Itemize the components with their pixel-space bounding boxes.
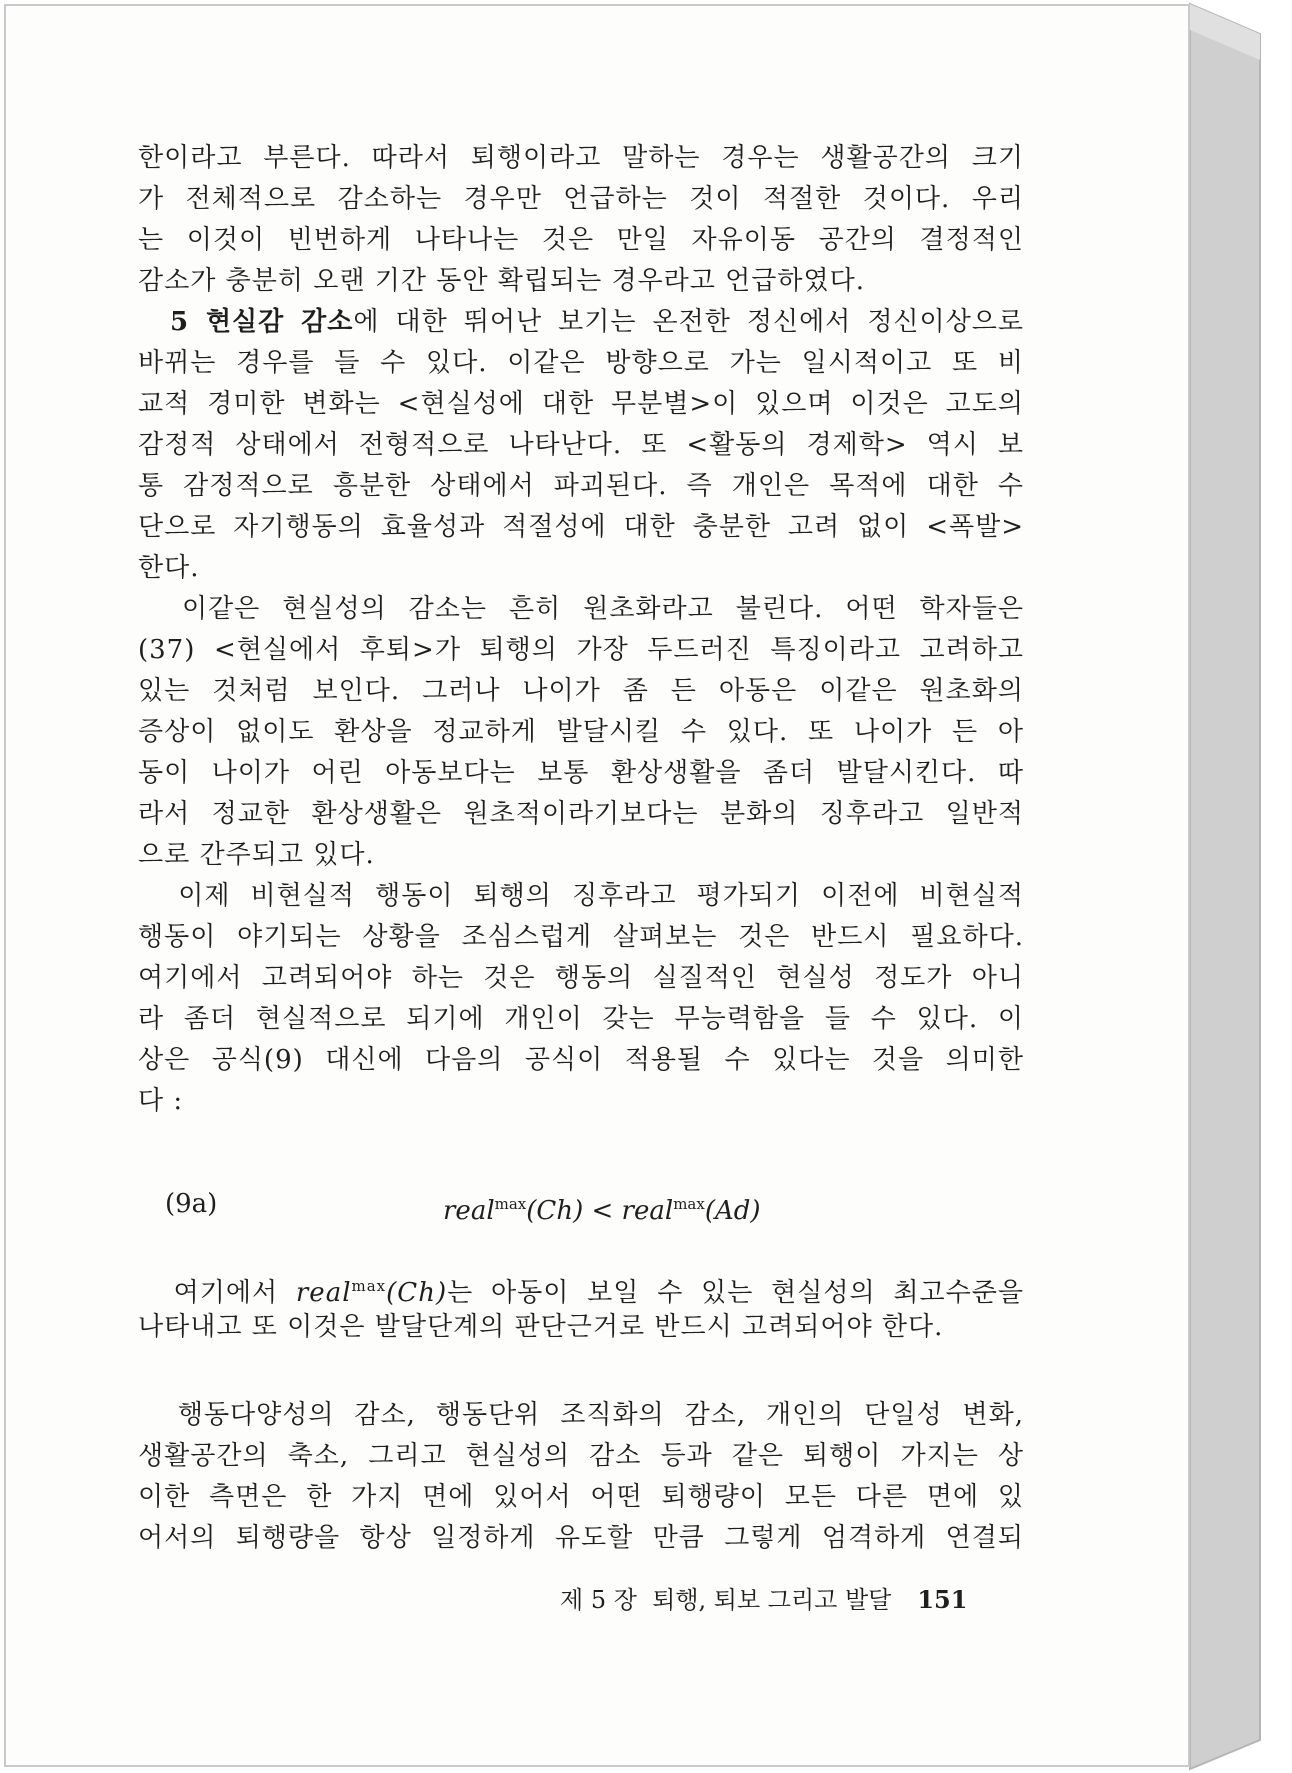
text-span: 이같은 현실성의 감소는 흔히 원초화라고 불린다. 어떤 학자들은: [181, 594, 1024, 624]
formula-right-base: real: [621, 1196, 674, 1226]
text-span: 는 아동이 보일 수 있는 현실성의 최고수준을: [447, 1278, 1024, 1307]
text-line: 한이라고 부른다. 따라서 퇴행이라고 말하는 경우는 생활공간의 크기: [138, 143, 1024, 173]
text-line: 행동이 야기되는 상황을 조심스럽게 살펴보는 것은 반드시 필요하다.: [138, 922, 1024, 952]
formula-9a: [165, 1182, 1025, 1226]
text-line: [138, 1395, 1024, 1436]
text-line: 이한 측면은 한 가지 면에 있어서 어떤 퇴행량이 모든 다른 면에 있: [138, 1482, 1024, 1512]
text-line: 는 이것이 빈번하게 나타나는 것은 만일 자유이동 공간의 결정적인: [138, 225, 1024, 255]
text-line: [138, 876, 1024, 917]
text-line: 한다.: [138, 553, 200, 583]
text-line: 상은 공식(9) 대신에 다음의 공식이 적용될 수 있다는 것을 의미한: [138, 1045, 1024, 1075]
text-line: 있는 것처럼 보인다. 그러나 나이가 좀 든 아동은 이같은 원초화의: [138, 676, 1024, 706]
formula-number: (9a): [165, 1189, 218, 1219]
inline-term: [296, 1278, 447, 1307]
text-line: 교적 경미한 변화는 <현실성에 대한 무분별>이 있으며 이것은 고도의: [138, 389, 1024, 419]
formula-left-base: real: [443, 1196, 495, 1226]
formula-operator: <: [583, 1196, 622, 1226]
text-span: 에 대한 뛰어난 보기는 온전한 정신에서 정신이상으로: [353, 307, 1024, 337]
page-footer: [560, 1580, 967, 1620]
text-line: 바뀌는 경우를 들 수 있다. 이같은 방향으로 가는 일시적이고 또 비: [138, 348, 1024, 378]
text-line: 감소가 충분히 오랜 기간 동안 확립되는 경우라고 언급하였다.: [138, 266, 866, 296]
text-line: 통 감정적으로 흥분한 상태에서 파괴된다. 즉 개인은 목적에 대한 수: [138, 471, 1024, 501]
text-line: 라 좀더 현실적으로 되기에 개인이 갖는 무능력함을 들 수 있다. 이: [138, 1004, 1024, 1034]
text-line: 증상이 없이도 환상을 정교하게 발달시킬 수 있다. 또 나이가 든 아: [138, 717, 1024, 747]
text-line: 라서 정교한 환상생활은 원초적이라기보다는 분화의 징후라고 일반적: [138, 799, 1024, 829]
text-line: (37) <현실에서 후퇴>가 퇴행의 가장 두드러진 특징이라고 고려하고: [138, 635, 1024, 665]
text-line: 단으로 자기행동의 효율성과 적절성에 대한 충분한 고려 없이 <폭발>: [138, 512, 1024, 542]
text-line: 감정적 상태에서 전형적으로 나타난다. 또 <활동의 경제학> 역시 보: [138, 430, 1024, 460]
page-number: 151: [917, 1585, 968, 1614]
closing-paragraph: [138, 1395, 1024, 1559]
text-span: 행동다양성의 감소, 행동단위 조직화의 감소, 개인의 단일성 변화,: [177, 1400, 1024, 1430]
text-span: 여기에서: [173, 1278, 296, 1307]
text-line: [138, 1266, 1024, 1307]
text-line: [138, 302, 1024, 343]
inline-term-base: real: [295, 1278, 352, 1307]
text-line: 생활공간의 축소, 그리고 현실성의 감소 등과 같은 퇴행이 가지는 상: [138, 1441, 1024, 1471]
text-line: 여기에서 고려되어야 하는 것은 행동의 실질적인 현실성 정도가 아니: [138, 963, 1024, 993]
text-line: 어서의 퇴행량을 항상 일정하게 유도할 만큼 그렇게 엄격하게 연결되: [138, 1523, 1024, 1553]
formula-right-arg: (Ad): [704, 1196, 761, 1226]
text-line: 다 :: [138, 1086, 184, 1116]
section-heading: 5 현실감 감소: [170, 307, 354, 337]
inline-term-sup: max: [351, 1277, 387, 1295]
text-line: 으로 간주되고 있다.: [138, 840, 375, 870]
text-span: 이제 비현실적 행동이 퇴행의 징후라고 평가되기 이전에 비현실적: [178, 881, 1024, 911]
formula-left-sup: max: [494, 1195, 527, 1213]
text-line: 동이 나이가 어린 아동보다는 보통 환상생활을 좀더 발달시킨다. 따: [138, 758, 1024, 788]
formula-left-arg: (Ch): [526, 1196, 584, 1226]
chapter-title: 제 5 장 퇴행, 퇴보 그리고 발달: [560, 1586, 892, 1614]
body-text-block: [138, 138, 1024, 1122]
text-line: 가 전체적으로 감소하는 경우만 언급하는 것이 적절한 것이다. 우리: [138, 184, 1024, 214]
formula-explanation: [138, 1266, 1024, 1348]
text-line: 나타내고 또 이것은 발달단계의 판단근거로 반드시 고려되어야 한다.: [138, 1312, 944, 1342]
inline-term-arg: (Ch): [386, 1278, 448, 1307]
formula-right-sup: max: [673, 1195, 705, 1213]
text-line: [138, 589, 1024, 630]
formula-expression: [443, 1182, 761, 1233]
